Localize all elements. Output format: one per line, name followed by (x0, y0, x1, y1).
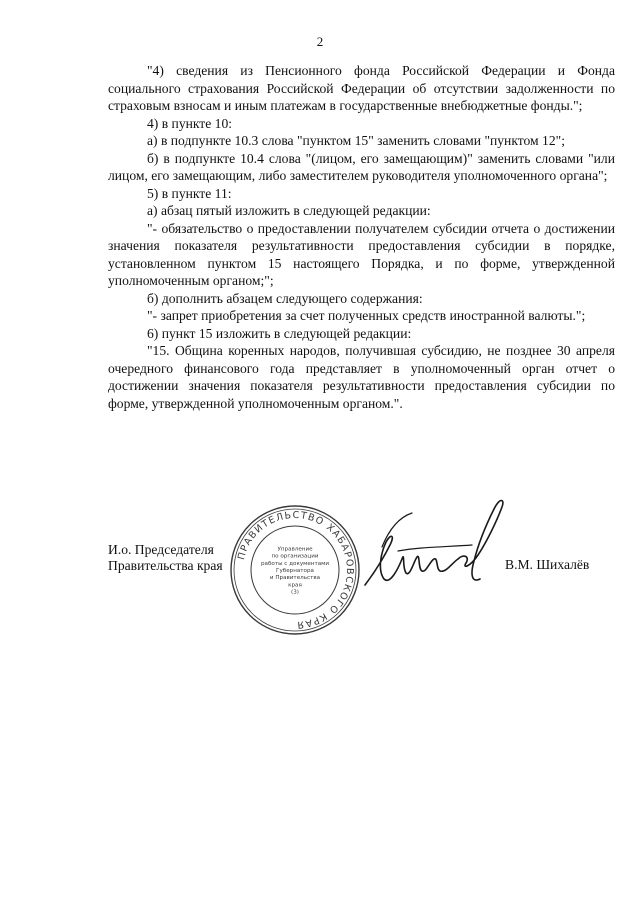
seal-center-line: Управление (277, 546, 313, 553)
seal-center-line: (3) (291, 589, 299, 596)
paragraph: а) в подпункте 10.3 слова "пунктом 15" заменить словами "пунктом 12"; (147, 133, 565, 148)
paragraph: б) дополнить абзацем следующего содержания: (147, 290, 423, 306)
seal-center-line: работы с документами (261, 560, 329, 567)
paragraph: "- обязательство о предоставлении получателем субсидии отчета о достижении значения показателя результативности предоставления субсидии в порядке, установленном пунктом 15 настоящего Порядка, и по форме, утвержденной уполномоченным органом;"; (108, 220, 615, 288)
seal-center-text (261, 546, 329, 595)
handwritten-signature (360, 487, 510, 597)
signer-title-line: И.о. Председателя (108, 542, 214, 557)
page-number: 2 (316, 34, 324, 49)
paragraph: 5) в пункте 11: (147, 185, 232, 201)
signer-title (108, 542, 223, 574)
seal-center-line: по организации (271, 553, 319, 560)
seal-center-line: края (288, 582, 302, 589)
signer-name: В.М. Шихалёв (505, 557, 590, 572)
paragraph: а) абзац пятый изложить в следующей редакции: (147, 203, 431, 218)
paragraph: 4) в пункте 10: (147, 115, 233, 131)
official-seal (228, 503, 362, 637)
paragraph: "- запрет приобретения за счет полученных средств иностранной валюты."; (147, 308, 586, 323)
seal-center-line: Губернатора (276, 568, 314, 574)
signer-title-line: Правительства края (108, 558, 223, 573)
paragraph: 6) пункт 15 изложить в следующей редакции: (147, 325, 412, 341)
paragraph: б) в подпункте 10.4 слова "(лицом, его замещающим)" заменить словами "или лицом, его замещающим, либо заместителем руководителя уполномоченного органа"; (108, 150, 615, 183)
seal-ring-text: ПРАВИТЕЛЬСТВО ХАБАРОВСКОГО КРАЯ (236, 509, 356, 631)
paragraph: "4) сведения из Пенсионного фонда Российской Федерации и Фонда социального страхования Российской Федерации об отсутствии задолженности по страховым взносам и иным платежам в государственные внебюджетные фонды."; (108, 63, 615, 113)
paragraph: "15. Община коренных народов, получившая субсидию, не позднее 30 апреля очередного финансового года представляет в уполномоченный орган отчет о достижении значения показателя результативности предоставления субсидии по форме, утвержденной уполномоченным органом.". (108, 343, 615, 411)
seal-center-line: и Правительства (269, 575, 321, 582)
